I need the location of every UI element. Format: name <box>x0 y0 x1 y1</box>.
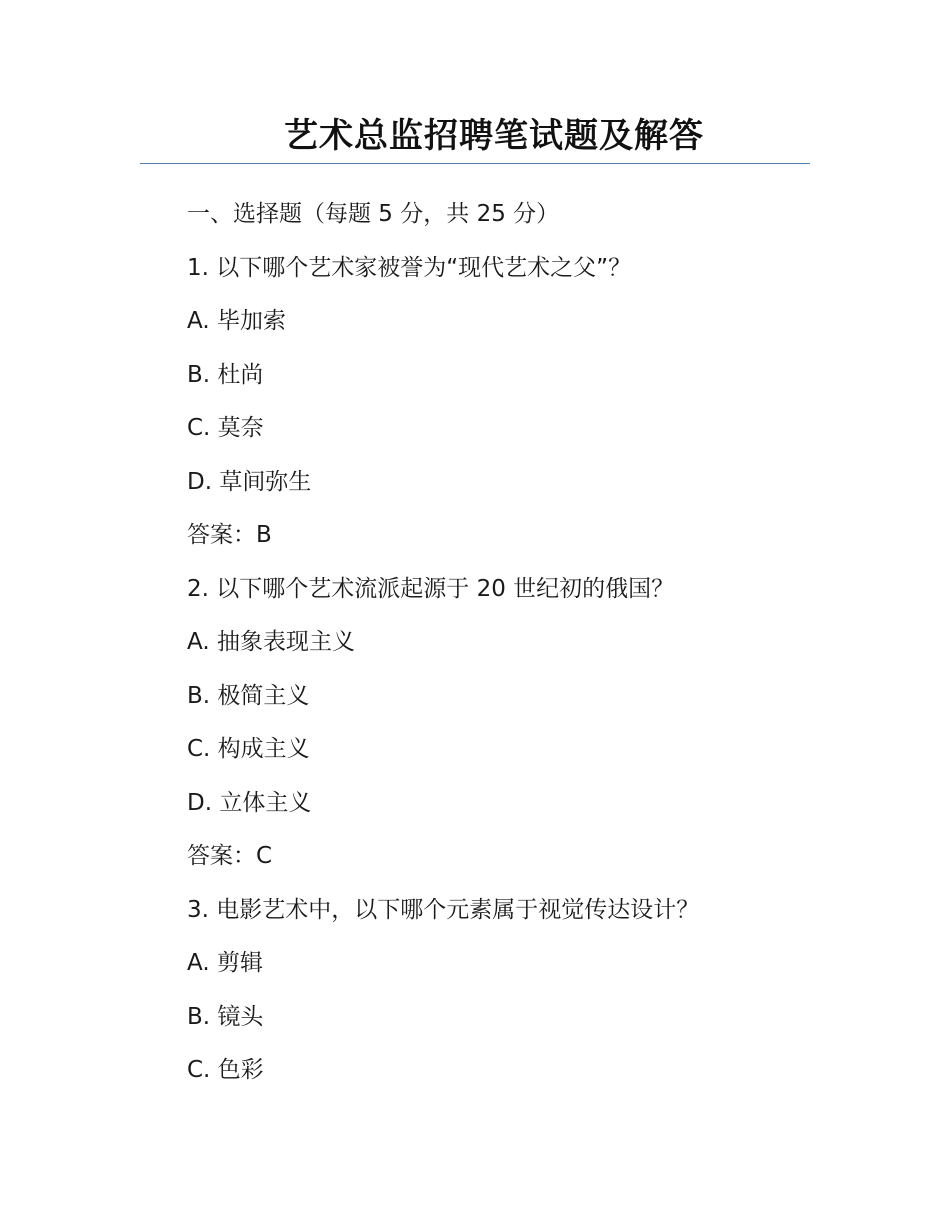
title-underline <box>140 163 810 164</box>
question-2-option-d: D. 立体主义 <box>187 789 312 816</box>
question-3-option-c: C. 色彩 <box>187 1057 264 1083</box>
question-3-stem: 3. 电影艺术中，以下哪个元素属于视觉传达设计？ <box>187 896 700 923</box>
question-1-option-b: B. 杜尚 <box>187 361 264 388</box>
question-2-option-b: B. 极简主义 <box>187 682 310 709</box>
question-3-option-a: A. 剪辑 <box>187 950 263 976</box>
question-1-option-c: C. 莫奈 <box>187 415 264 441</box>
question-1-option-a: A. 毕加索 <box>187 308 286 334</box>
question-2-answer: 答案：C <box>187 843 273 869</box>
question-3-option-b: B. 镜头 <box>187 1003 264 1030</box>
section-heading: 一、选择题（每题 5 分，共 25 分） <box>187 201 560 227</box>
question-2-stem: 2. 以下哪个艺术流派起源于 20 世纪初的俄国？ <box>187 575 675 602</box>
document-body <box>187 194 807 1104</box>
question-1-option-d: D. 草间弥生 <box>187 468 312 495</box>
question-2-option-a: A. 抽象表现主义 <box>187 629 355 655</box>
question-1-stem: 1. 以下哪个艺术家被誉为“现代艺术之父”？ <box>187 254 632 281</box>
document-title: 艺术总监招聘笔试题及解答 <box>284 116 704 156</box>
question-1-answer: 答案：B <box>187 522 272 548</box>
question-2-option-c: C. 构成主义 <box>187 736 310 762</box>
